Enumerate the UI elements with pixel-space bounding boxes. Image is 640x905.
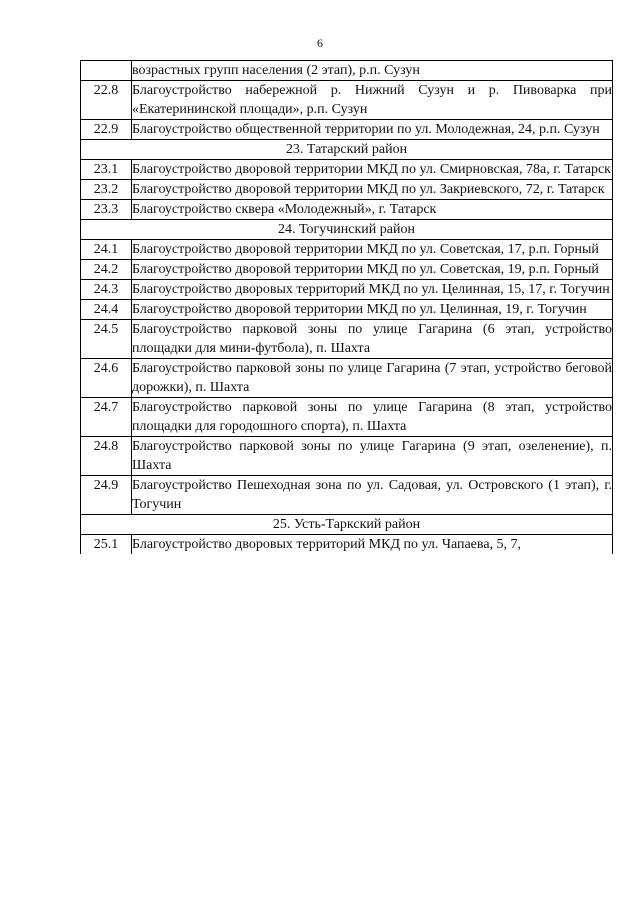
item-description: Благоустройство парковой зоны по улице Гагарина (7 этап, устройство беговой дорожки), п. Шахта (132, 359, 613, 398)
item-description: Благоустройство парковой зоны по улице Гагарина (6 этап, устройство площадки для мини-футбола), п. Шахта (132, 320, 613, 359)
item-description: Благоустройство дворовой территории МКД по ул. Целинная, 19, г. Тогучин (132, 300, 613, 320)
item-description: возрастных групп населения (2 этап), р.п. Сузун (132, 61, 613, 81)
table-row (81, 180, 613, 200)
table-row (81, 280, 613, 300)
item-number: 22.8 (81, 81, 132, 120)
section-title: 23. Татарский район (81, 140, 613, 160)
item-number: 24.9 (81, 476, 132, 515)
item-number: 23.2 (81, 180, 132, 200)
item-description: Благоустройство Пешеходная зона по ул. Садовая, ул. Островского (1 этап), г. Тогучин (132, 476, 613, 515)
table-row (81, 81, 613, 120)
item-description: Благоустройство парковой зоны по улице Гагарина (9 этап, озеленение), п. Шахта (132, 437, 613, 476)
item-description: Благоустройство парковой зоны по улице Гагарина (8 этап, устройство площадки для городошного спорта), п. Шахта (132, 398, 613, 437)
table-row (81, 437, 613, 476)
projects-table-body (81, 61, 613, 555)
table-row (81, 61, 613, 81)
item-number: 24.4 (81, 300, 132, 320)
table-row (81, 260, 613, 280)
item-description: Благоустройство общественной территории по ул. Молодежная, 24, р.п. Сузун (132, 120, 613, 140)
item-number: 23.3 (81, 200, 132, 220)
table-row (81, 476, 613, 515)
item-number: 24.2 (81, 260, 132, 280)
table-row (81, 398, 613, 437)
page-number: 6 (317, 36, 323, 50)
table-row (81, 200, 613, 220)
item-description: Благоустройство набережной р. Нижний Сузун и р. Пивоварка при «Екатерининской площади», р.п. Сузун (132, 81, 613, 120)
item-description: Благоустройство дворовых территорий МКД по ул. Чапаева, 5, 7, (132, 535, 613, 555)
table-row (81, 160, 613, 180)
section-title: 24. Тогучинский район (81, 220, 613, 240)
table-row (81, 240, 613, 260)
item-description: Благоустройство дворовых территорий МКД по ул. Целинная, 15, 17, г. Тогучин (132, 280, 613, 300)
item-description: Благоустройство дворовой территории МКД по ул. Закриевского, 72, г. Татарск (132, 180, 613, 200)
item-number: 24.6 (81, 359, 132, 398)
item-number: 24.3 (81, 280, 132, 300)
item-number: 22.9 (81, 120, 132, 140)
item-number: 24.8 (81, 437, 132, 476)
item-number: 24.5 (81, 320, 132, 359)
section-title: 25. Усть-Таркский район (81, 515, 613, 535)
item-description: Благоустройство сквера «Молодежный», г. Татарск (132, 200, 613, 220)
item-number: 24.7 (81, 398, 132, 437)
table-row (81, 300, 613, 320)
section-header-row (81, 515, 613, 535)
table-row (81, 535, 613, 555)
item-number: 24.1 (81, 240, 132, 260)
table-row (81, 320, 613, 359)
section-header-row (81, 140, 613, 160)
table-row (81, 359, 613, 398)
projects-table (80, 60, 613, 554)
table-row (81, 120, 613, 140)
item-description: Благоустройство дворовой территории МКД по ул. Советская, 17, р.п. Горный (132, 240, 613, 260)
item-description: Благоустройство дворовой территории МКД по ул. Смирновская, 78а, г. Татарск (132, 160, 613, 180)
item-number: 25.1 (81, 535, 132, 555)
item-number (81, 61, 132, 81)
section-header-row (81, 220, 613, 240)
item-description: Благоустройство дворовой территории МКД по ул. Советская, 19, р.п. Горный (132, 260, 613, 280)
item-number: 23.1 (81, 160, 132, 180)
